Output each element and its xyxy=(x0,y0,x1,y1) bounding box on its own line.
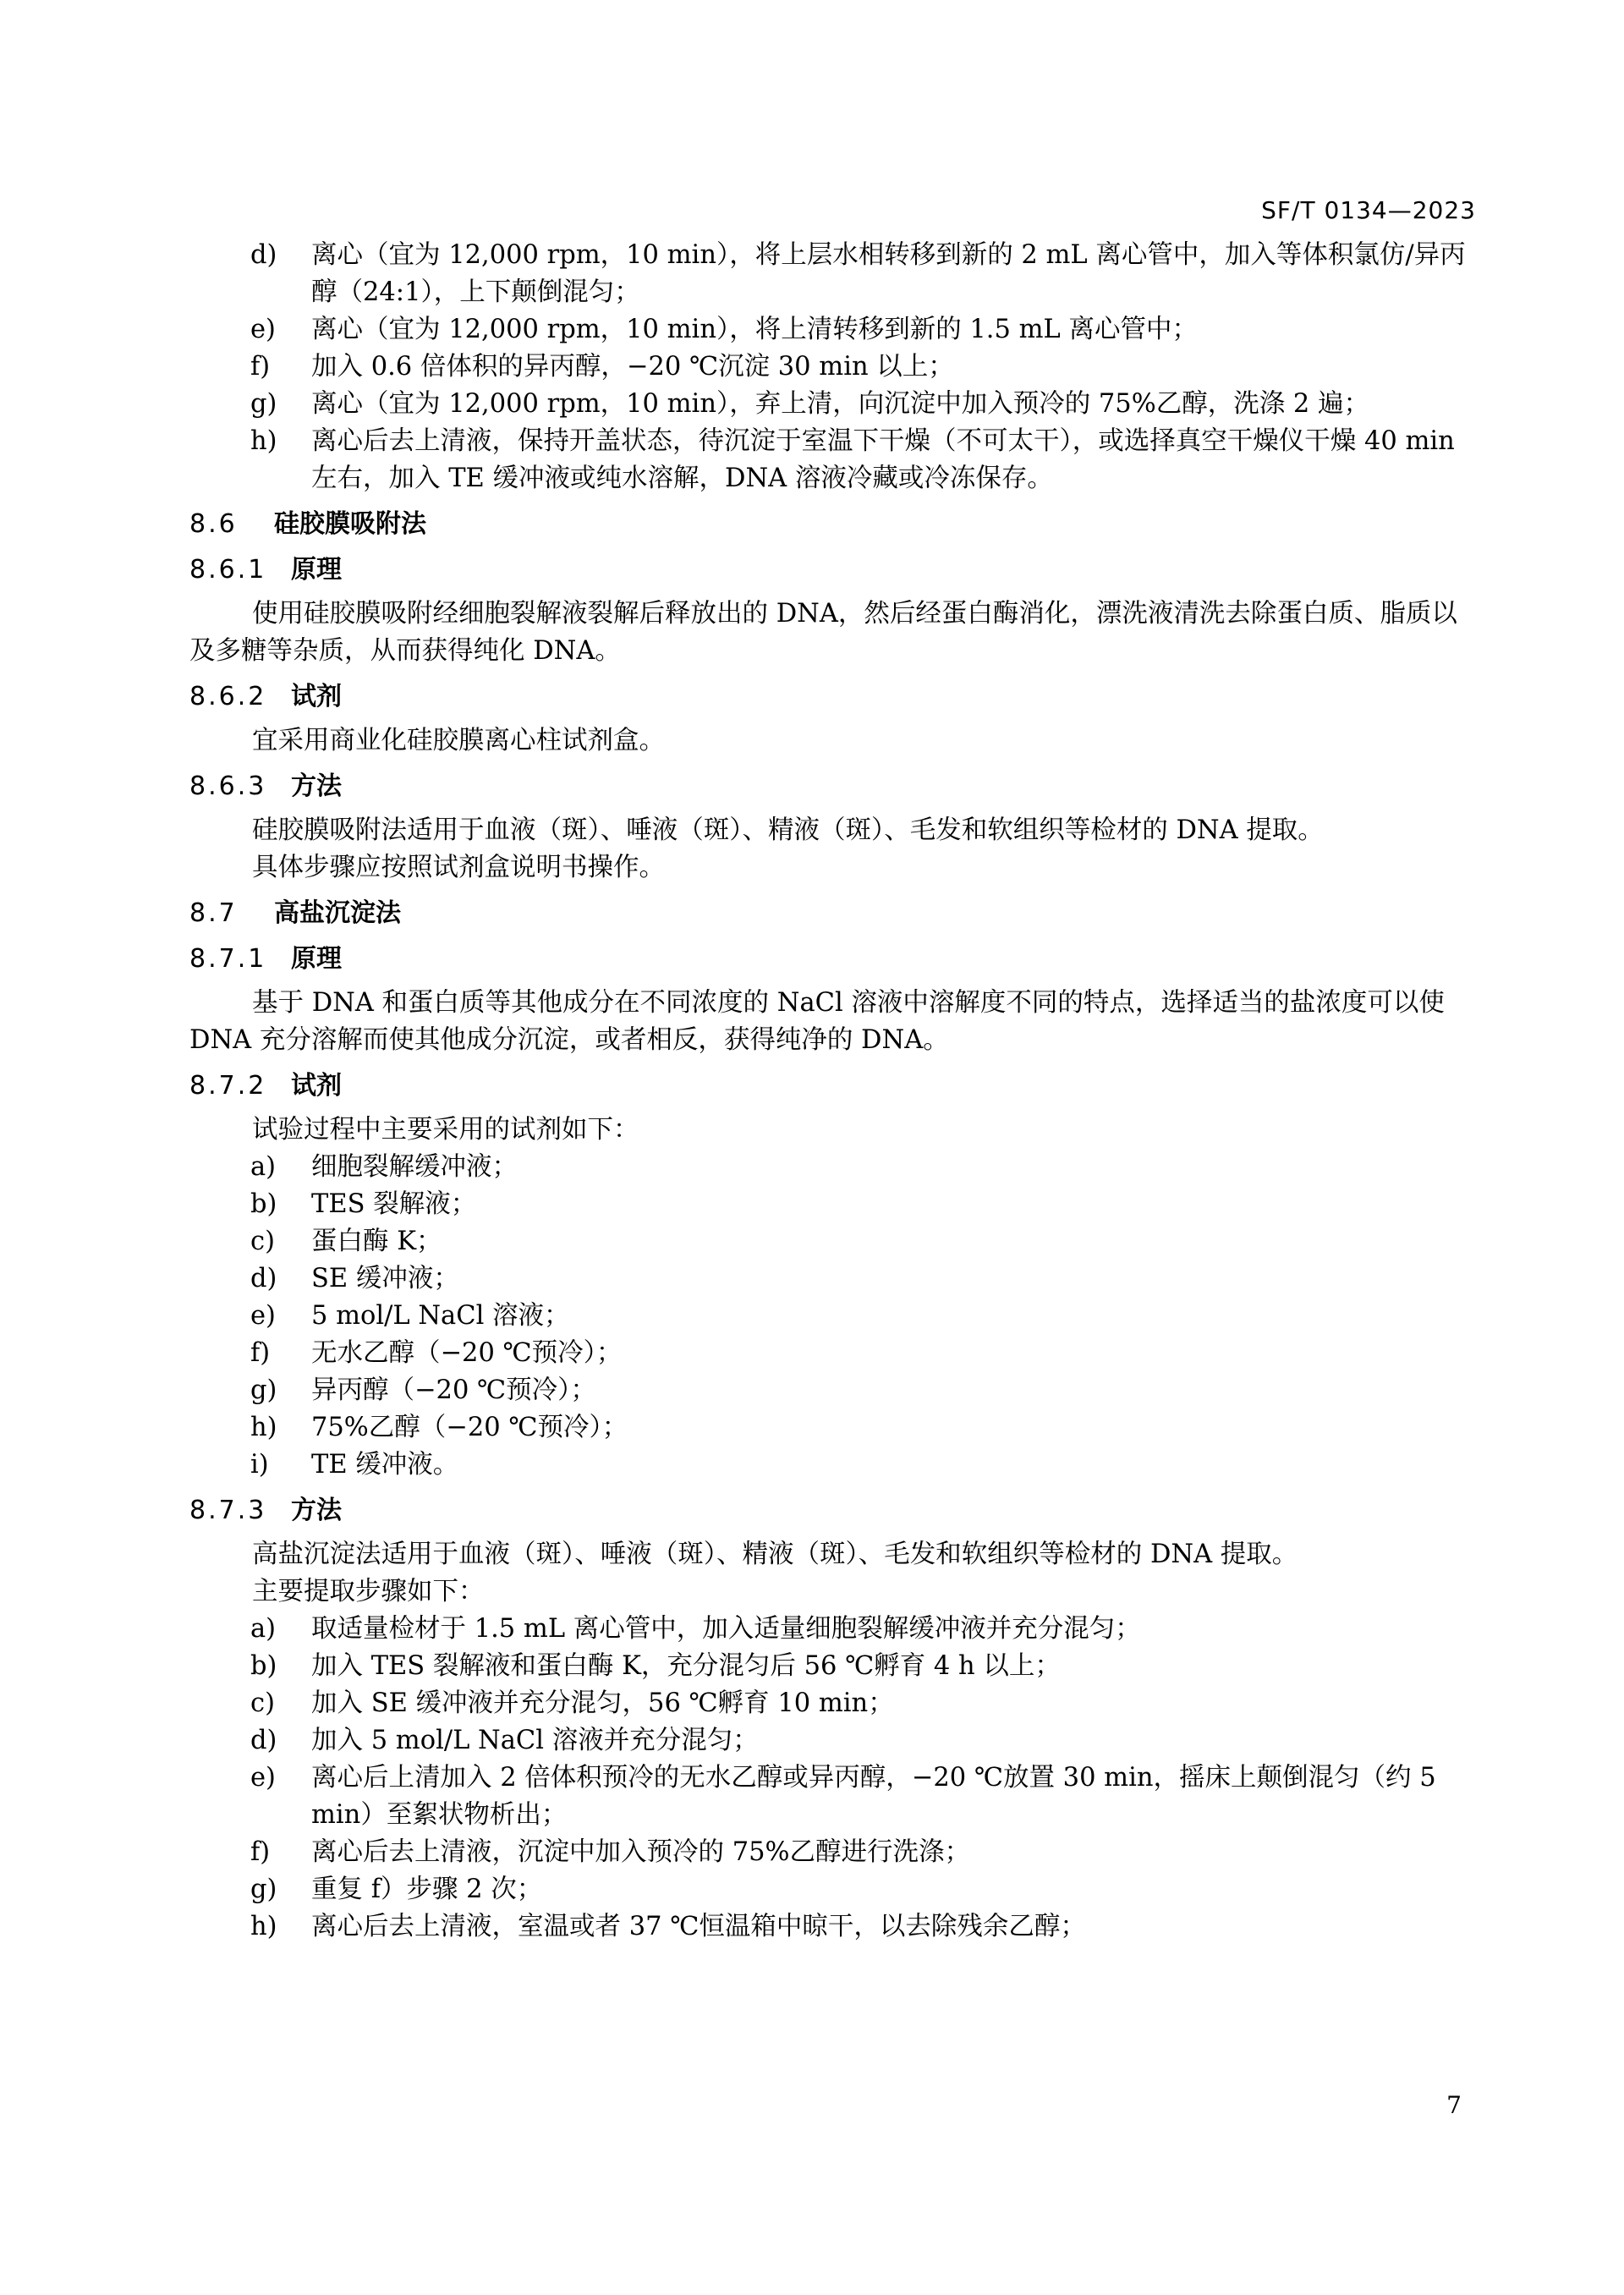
section-title: 原理 xyxy=(291,944,342,974)
section-number: 8.7.1 xyxy=(189,944,267,974)
section-heading-8-6-2 xyxy=(189,678,1479,716)
section-heading-8-6-3 xyxy=(189,768,1479,805)
list-text: 无水乙醇（−20 ℃预冷）； xyxy=(311,1338,623,1368)
list-item xyxy=(189,1834,1479,1871)
list-item xyxy=(189,386,1479,423)
list-text: 重复 f）步骤 2 次； xyxy=(311,1875,543,1904)
list-text: 加入 0.6 倍体积的异丙醇，−20 ℃沉淀 30 min 以上； xyxy=(311,352,954,382)
section-number: 8.6.3 xyxy=(189,771,267,801)
list-item xyxy=(189,1722,1479,1760)
list-label: d) xyxy=(250,1264,277,1293)
section-title: 原理 xyxy=(291,555,342,585)
list-item xyxy=(189,1648,1479,1685)
list-text: 加入 SE 缓冲液并充分混匀，56 ℃孵育 10 min； xyxy=(311,1688,894,1718)
list-item xyxy=(189,1372,1479,1409)
list-item xyxy=(189,1611,1479,1648)
list-text: 离心（宜为 12,000 rpm，10 min），将上清转移到新的 1.5 mL 离心管中； xyxy=(311,315,1198,344)
section-number: 8.7.2 xyxy=(189,1071,267,1101)
section-number: 8.7.3 xyxy=(189,1496,267,1525)
procedure-list-continued xyxy=(189,237,1479,497)
list-label: e) xyxy=(250,1301,276,1331)
list-text: 离心后去上清液，沉淀中加入预冷的 75%乙醇进行洗涤； xyxy=(311,1837,970,1867)
list-label: d) xyxy=(250,1726,277,1755)
paragraph: 宜采用商业化硅胶膜离心柱试剂盒。 xyxy=(252,726,665,755)
list-label: i) xyxy=(250,1450,269,1480)
list-text: 75%乙醇（−20 ℃预冷）； xyxy=(311,1413,628,1442)
list-label: f) xyxy=(250,1338,271,1368)
list-label: e) xyxy=(250,1763,276,1793)
page-number: 7 xyxy=(1446,2091,1462,2119)
list-item xyxy=(189,237,1479,311)
list-text: 离心后去上清液，保持开盖状态，待沉淀于室温下干燥（不可太干），或选择真空干燥仪干燥 40 min 左右，加入 TE 缓冲液或纯水溶解，DNA 溶液冷藏或冷冻保存。 xyxy=(311,426,1455,493)
paragraph: 高盐沉淀法适用于血液（斑）、唾液（斑）、精液（斑）、毛发和软组织等检材的 DNA 提取。 xyxy=(252,1540,1298,1569)
list-text: TE 缓冲液。 xyxy=(311,1450,459,1480)
list-text: 离心（宜为 12,000 rpm，10 min），将上层水相转移到新的 2 mL 离心管中，加入等体积氯仿/异丙醇（24:1），上下颠倒混匀； xyxy=(311,240,1466,307)
list-item xyxy=(189,1260,1479,1298)
list-item xyxy=(189,1223,1479,1260)
section-heading-8-7-3 xyxy=(189,1492,1479,1529)
section-title: 试剂 xyxy=(291,682,342,711)
list-item xyxy=(189,1186,1479,1223)
procedure-list xyxy=(189,1611,1479,1946)
paragraph: 主要提取步骤如下： xyxy=(252,1577,485,1606)
paragraph: 硅胶膜吸附法适用于血液（斑）、唾液（斑）、精液（斑）、毛发和软组织等检材的 DNA 提取。 xyxy=(252,815,1324,845)
list-item xyxy=(189,423,1479,497)
standard-number: SF/T 0134—2023 xyxy=(1261,196,1476,224)
list-label: h) xyxy=(250,1413,277,1442)
section-title: 硅胶膜吸附法 xyxy=(274,509,426,539)
list-item xyxy=(189,1447,1479,1484)
list-label: a) xyxy=(250,1152,277,1182)
section-title: 试剂 xyxy=(291,1071,342,1101)
list-text: 加入 TES 裂解液和蛋白酶 K，充分混匀后 56 ℃孵育 4 h 以上； xyxy=(311,1651,1061,1681)
section-heading-8-7-2 xyxy=(189,1068,1479,1105)
list-label: f) xyxy=(250,1837,271,1867)
paragraph: 基于 DNA 和蛋白质等其他成分在不同浓度的 NaCl 溶液中溶解度不同的特点，选择适当的盐浓度可以使 DNA 充分溶解而使其他成分沉淀，或者相反，获得纯净的 DNA。 xyxy=(189,988,1445,1055)
list-label: h) xyxy=(250,426,277,456)
list-text: 取适量检材于 1.5 mL 离心管中，加入适量细胞裂解缓冲液并充分混匀； xyxy=(311,1614,1141,1644)
list-text: 离心后去上清液，室温或者 37 ℃恒温箱中晾干，以去除残余乙醇； xyxy=(311,1912,1086,1941)
list-text: SE 缓冲液； xyxy=(311,1264,459,1293)
section-title: 高盐沉淀法 xyxy=(274,898,401,928)
list-label: f) xyxy=(250,352,271,382)
list-item xyxy=(189,349,1479,386)
list-text: 异丙醇（−20 ℃预冷）； xyxy=(311,1375,596,1405)
list-label: g) xyxy=(250,1875,277,1904)
list-text: 5 mol/L NaCl 溶液； xyxy=(311,1301,570,1331)
list-text: 细胞裂解缓冲液； xyxy=(311,1152,518,1182)
section-number: 8.6.1 xyxy=(189,555,267,585)
reagent-list xyxy=(189,1149,1479,1484)
section-heading-8-7 xyxy=(189,895,1479,932)
list-label: g) xyxy=(250,389,277,419)
list-text: 离心（宜为 12,000 rpm，10 min），弃上清，向沉淀中加入预冷的 75%乙醇，洗涤 2 遍； xyxy=(311,389,1369,419)
section-number: 8.6 xyxy=(189,509,238,539)
list-label: h) xyxy=(250,1912,277,1941)
list-text: 离心后上清加入 2 倍体积预冷的无水乙醇或异丙醇，−20 ℃放置 30 min，摇床上颠倒混匀（约 5 min）至絮状物析出； xyxy=(311,1763,1436,1830)
list-item xyxy=(189,1149,1479,1186)
list-item xyxy=(189,1685,1479,1722)
list-item xyxy=(189,311,1479,349)
list-text: 加入 5 mol/L NaCl 溶液并充分混匀； xyxy=(311,1726,759,1755)
document-body xyxy=(189,237,1479,1946)
list-label: g) xyxy=(250,1375,277,1405)
list-text: 蛋白酶 K； xyxy=(311,1227,442,1256)
section-heading-8-7-1 xyxy=(189,941,1479,978)
list-label: b) xyxy=(250,1189,277,1219)
list-item xyxy=(189,1871,1479,1908)
section-title: 方法 xyxy=(291,1496,342,1525)
paragraph: 具体步骤应按照试剂盒说明书操作。 xyxy=(252,853,665,882)
section-heading-8-6 xyxy=(189,506,1479,543)
section-title: 方法 xyxy=(291,771,342,801)
list-item xyxy=(189,1908,1479,1946)
list-item xyxy=(189,1409,1479,1447)
list-label: e) xyxy=(250,315,276,344)
list-label: b) xyxy=(250,1651,277,1681)
paragraph: 试验过程中主要采用的试剂如下： xyxy=(252,1115,639,1145)
list-label: d) xyxy=(250,240,277,270)
list-item xyxy=(189,1298,1479,1335)
paragraph: 使用硅胶膜吸附经细胞裂解液裂解后释放出的 DNA，然后经蛋白酶消化，漂洗液清洗去除蛋白质、脂质以及多糖等杂质，从而获得纯化 DNA。 xyxy=(189,599,1457,666)
list-label: a) xyxy=(250,1614,277,1644)
section-number: 8.6.2 xyxy=(189,682,267,711)
list-item xyxy=(189,1760,1479,1834)
list-text: TES 裂解液； xyxy=(311,1189,477,1219)
section-heading-8-6-1 xyxy=(189,552,1479,589)
list-item xyxy=(189,1335,1479,1372)
list-label: c) xyxy=(250,1688,275,1718)
list-label: c) xyxy=(250,1227,275,1256)
section-number: 8.7 xyxy=(189,898,238,928)
